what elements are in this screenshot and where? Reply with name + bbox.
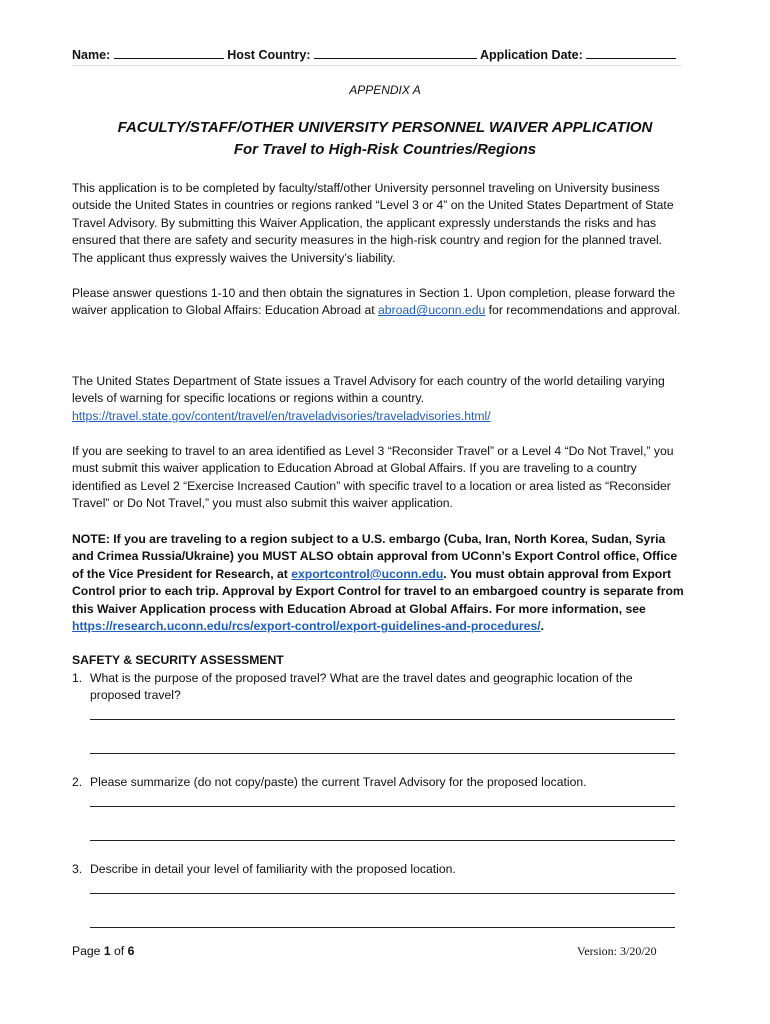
answer-line[interactable] (90, 840, 675, 841)
name-field[interactable] (114, 46, 224, 59)
question-number: 2. (72, 775, 83, 789)
header-fields (72, 46, 682, 62)
instructions-text-end: for recommendations and approval. (485, 303, 681, 318)
question-2 (72, 774, 684, 791)
question-text: What is the purpose of the proposed travel? What are the travel dates and geographic location of the proposed travel? (90, 671, 633, 703)
abroad-email-link[interactable]: abroad@uconn.edu (378, 303, 486, 318)
answer-line[interactable] (90, 753, 675, 754)
application-date-field[interactable] (586, 46, 676, 59)
levels-paragraph (72, 443, 684, 513)
question-number: 3. (72, 862, 83, 876)
header-divider (72, 65, 682, 66)
section-title: SAFETY & SECURITY ASSESSMENT (72, 653, 284, 667)
travel-advisory-link[interactable]: https://travel.state.gov/content/travel/en/traveladvisories/traveladvisories.html/ (72, 408, 491, 423)
note-paragraph (72, 531, 684, 635)
question-1 (72, 670, 684, 705)
intro-text: This application is to be completed by faculty/staff/other University personnel traveling on University business outside the United States in countries or regions ranked “Level 3 or 4” on the United States Department of State Travel Advisory. By submitting this Waiver Application, the applicant expressly understands the risks and has ensured that there are safety and security measures in the high-risk country and region for the planned travel. The applicant thus expressly waives the University’s liability. (72, 181, 674, 265)
instructions-paragraph (72, 285, 684, 320)
document-subtitle: For Travel to High-Risk Countries/Regions (233, 141, 537, 158)
export-guidelines-link[interactable]: https://research.uconn.edu/rcs/export-control/export-guidelines-and-procedures/ (72, 619, 541, 634)
question-text: Please summarize (do not copy/paste) the current Travel Advisory for the proposed location. (90, 775, 587, 789)
question-number: 1. (72, 671, 83, 685)
instructions-text: Please answer questions 1-10 and then obtain the signatures in Section 1. Upon completion, please forward the waiver application to Global Affairs: Education Abroad at (72, 286, 675, 318)
question-3 (72, 861, 684, 878)
version-label: Version: 3/20/20 (577, 944, 657, 958)
answer-line[interactable] (90, 893, 675, 894)
document-title: FACULTY/STAFF/OTHER UNIVERSITY PERSONNEL WAIVER APPLICATION (117, 119, 653, 136)
note-text: NOTE: If you are traveling to a region subject to a U.S. embargo (Cuba, Iran, North Korea, Sudan, Syria and Crimea Russia/Ukraine) you MUST ALSO obtain approval from UConn’s Export Control office, Office of the Vice President for Research, at (72, 532, 678, 581)
export-control-email-link[interactable]: exportcontrol@uconn.edu (291, 566, 444, 581)
intro-paragraph (72, 180, 684, 267)
advisory-paragraph (72, 373, 684, 425)
levels-text: If you are seeking to travel to an area identified as Level 3 “Reconsider Travel” or a Level 4 “Do Not Travel,” you must submit this waiver application to Education Abroad at Global Affairs. If you are traveling to a country identified as Level 2 “Exercise Increased Caution” with specific travel to a location or area listed as “Reconsider Travel” or Do Not Travel,” you must also submit this waiver application. (72, 444, 674, 511)
answer-line[interactable] (90, 927, 675, 928)
host-country-label: Host Country: (227, 48, 311, 62)
current-page: 1 (103, 944, 111, 958)
total-pages: 6 (127, 944, 135, 958)
advisory-text: The United States Department of State issues a Travel Advisory for each country of the world detailing varying levels of warning for specific locations or regions within a country. (72, 374, 665, 406)
application-date-label: Application Date: (480, 48, 583, 62)
appendix-label: APPENDIX A (349, 83, 421, 97)
page-label: Page (72, 944, 101, 958)
of-label: of (114, 944, 125, 958)
note-text-middle: . You must obtain approval from Export Control prior to each trip. Approval by Export Control for travel to an embargoed country is separate from this Waiver Application process with Education Abroad at Global Affairs. For more information, see (72, 566, 684, 616)
answer-line[interactable] (90, 806, 675, 807)
answer-line[interactable] (90, 719, 675, 720)
name-label: Name: (72, 48, 111, 62)
question-text: Describe in detail your level of familiarity with the proposed location. (90, 862, 456, 876)
note-text-end: . (540, 619, 545, 634)
page-number (72, 944, 134, 958)
host-country-field[interactable] (314, 46, 477, 59)
